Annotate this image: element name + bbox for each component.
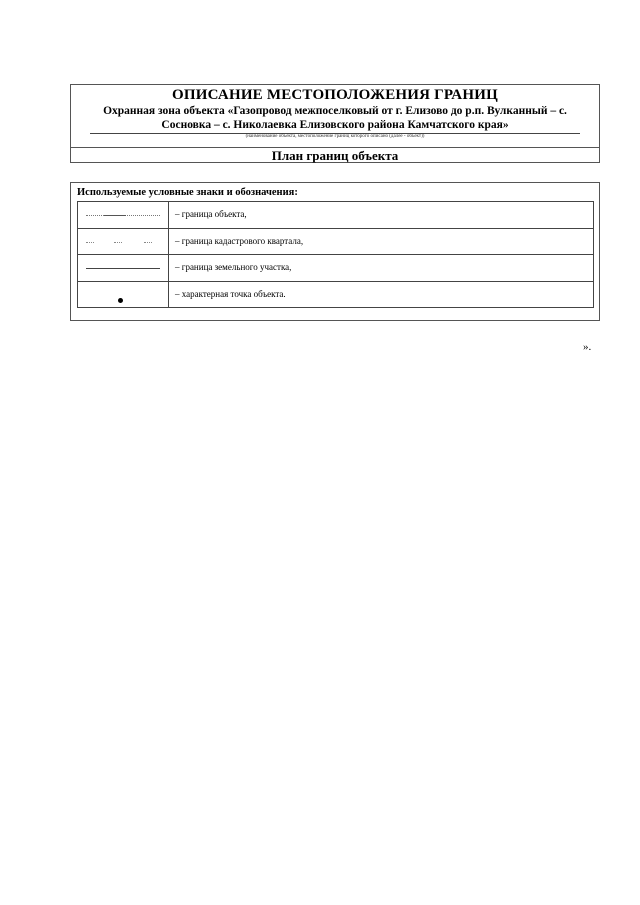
legend-label: – граница кадастрового квартала, <box>169 228 594 255</box>
legend-label: – граница земельного участка, <box>169 255 594 282</box>
object-name-line-1: Охранная зона объекта «Газопровод межпоселковый от г. Елизово до р.п. Вулканный – с. <box>103 105 567 117</box>
object-boundary-symbol <box>86 215 160 216</box>
legend-row <box>78 202 594 229</box>
characteristic-point-symbol <box>118 298 123 303</box>
legend-label: – граница объекта, <box>169 202 594 229</box>
legend-row <box>78 228 594 255</box>
object-name-caption: (наименование объекта, местоположение границ которого описано (далее - объект)) <box>245 134 425 139</box>
legend-symbol-cell <box>78 202 169 229</box>
legend-symbol-cell <box>78 228 169 255</box>
document-title: ОПИСАНИЕ МЕСТОПОЛОЖЕНИЯ ГРАНИЦ <box>172 87 498 103</box>
land-plot-boundary-symbol <box>86 268 160 269</box>
legend-row <box>78 255 594 282</box>
legend-symbol-cell <box>78 255 169 282</box>
closing-quote: ». <box>583 341 592 353</box>
legend-label: – характерная точка объекта. <box>169 281 594 308</box>
legend-heading: Используемые условные знаки и обозначения: <box>77 187 298 198</box>
legend-symbol-cell <box>78 281 169 308</box>
legend-table <box>77 201 594 308</box>
plan-title: План границ объекта <box>71 147 599 164</box>
header-box <box>70 84 600 163</box>
legend-box <box>70 182 600 321</box>
legend-row <box>78 281 594 308</box>
object-name-line-2: Сосновка – с. Николаевка Елизовского района Камчатского края» <box>161 119 509 131</box>
